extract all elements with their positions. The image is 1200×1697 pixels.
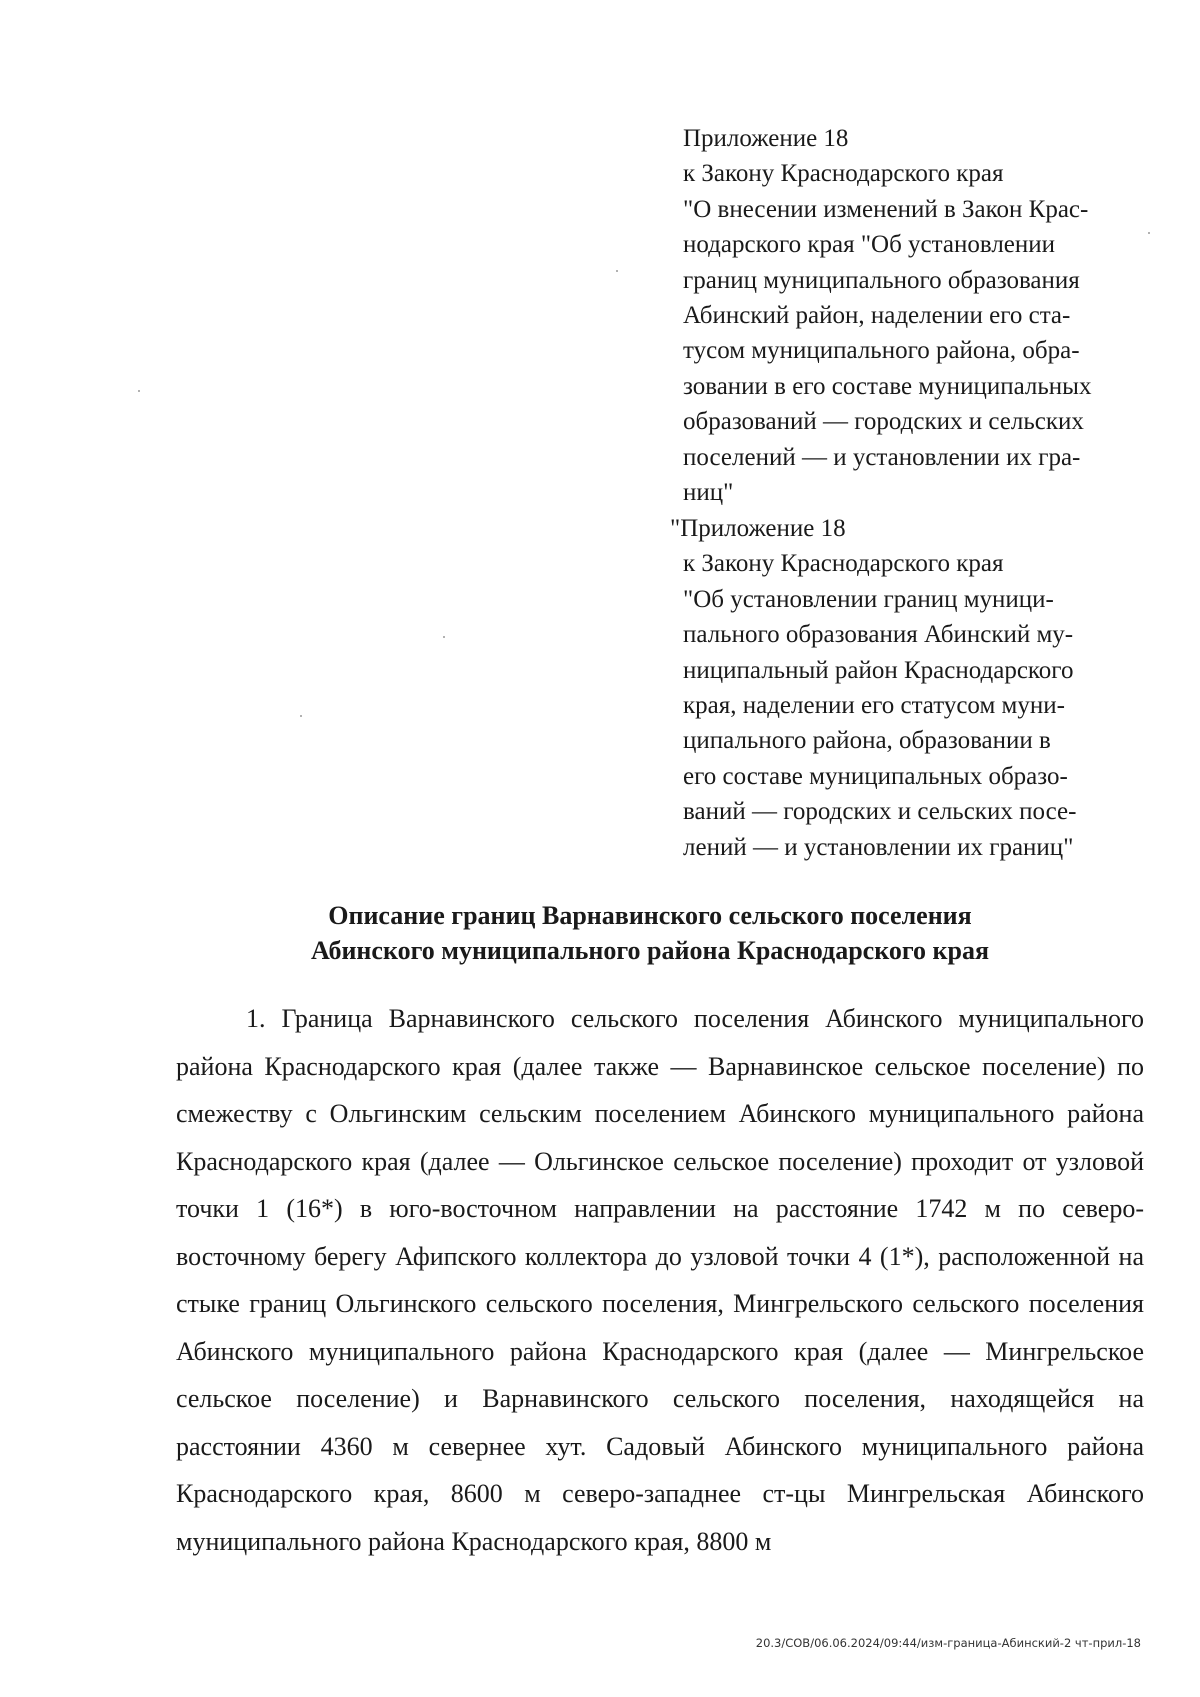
appendix-line: к Закону Краснодарского края bbox=[683, 550, 1004, 578]
appendix-line: "Об установлении границ муници- bbox=[683, 585, 1054, 613]
footer-file-reference: 20.3/СОВ/06.06.2024/09:44/изм-граница-Абинский-2 чт-прил-18 bbox=[755, 1636, 1141, 1650]
appendix-line: его составе муниципальных образо- bbox=[683, 762, 1068, 790]
document-title-line: Описание границ Варнавинского сельского поселения bbox=[328, 901, 972, 930]
appendix-line: пального образования Абинский му- bbox=[683, 621, 1074, 649]
appendix-line: ниц" bbox=[683, 479, 734, 507]
scan-speck bbox=[300, 715, 302, 717]
scan-speck bbox=[1148, 232, 1150, 234]
appendix-line: "О внесении изменений в Закон Крас- bbox=[683, 195, 1089, 223]
appendix-line: ципального района, образовании в bbox=[683, 727, 1051, 755]
appendix-line: тусом муниципального района, обра- bbox=[683, 337, 1080, 365]
appendix-line: края, наделении его статусом муни- bbox=[683, 692, 1065, 720]
appendix-header-new bbox=[670, 511, 1136, 865]
appendix-line: поселений — и установлении их гра- bbox=[683, 443, 1081, 471]
body-paragraph: 1. Граница Варнавинского сельского поселения Абинского муниципального района Краснодарского края (далее также — Варнавинское сельское поселение) по смежеству с Ольгинским сельским поселением Абинского муниципального района Краснодарского края (далее — Ольгинское сельское поселение) проходит от узловой точки 1 (16*) в юго-восточном направлении на расстояние 1742 м по северо-восточному берегу Афипского коллектора до узловой точки 4 (1*), расположенной на стыке границ Ольгинского сельского поселения, Мингрельского сельского поселения Абинского муниципального района Краснодарского края (далее — Мингрельское сельское поселение) и Варнавинского сельского поселения, находящейся на расстоянии 4360 м севернее хут. Садовый Абинского муниципального района Краснодарского края, 8600 м северо-западнее ст-цы Мингрельская Абинского муниципального района Краснодарского края, 8800 м bbox=[176, 1004, 1144, 1556]
appendix-line: лений — и установлении их границ" bbox=[683, 833, 1074, 861]
document-title-line: Абинского муниципального района Краснодарского края bbox=[310, 936, 990, 965]
scan-speck bbox=[443, 636, 445, 638]
appendix-line: ваний — городских и сельских посе- bbox=[683, 798, 1077, 826]
scan-speck bbox=[616, 270, 618, 272]
appendix-header-current bbox=[683, 121, 1137, 510]
appendix-line: ниципальный район Краснодарского bbox=[683, 656, 1074, 684]
appendix-line: образований — городских и сельских bbox=[683, 408, 1084, 436]
document-title bbox=[170, 898, 1130, 968]
appendix-title: Приложение 18 bbox=[683, 125, 849, 152]
appendix-title: "Приложение 18 bbox=[670, 515, 846, 542]
scan-speck bbox=[138, 390, 140, 392]
appendix-line: зовании в его составе муниципальных bbox=[683, 372, 1092, 400]
appendix-line: нодарского края "Об установлении bbox=[683, 231, 1056, 259]
appendix-line: Абинский район, наделении его ста- bbox=[683, 302, 1071, 330]
appendix-line: к Закону Краснодарского края bbox=[683, 160, 1004, 188]
appendix-line: границ муниципального образования bbox=[683, 266, 1080, 294]
